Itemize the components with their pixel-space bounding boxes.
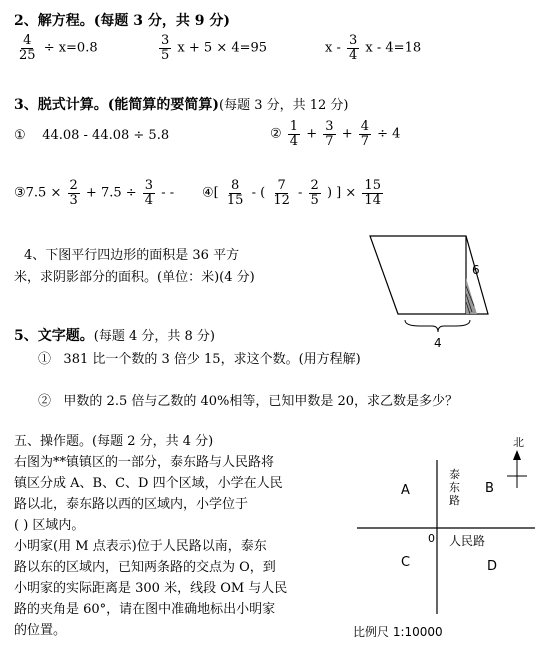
label-6: 6 [472,263,480,277]
section2-title: 2、解方程。(每题 3 分，共 9 分) [14,13,230,29]
equation-2: $\frac{3}{5}$ x + 5 × 4=95 [161,33,268,63]
calc-1: ① 44.08 - 44.08 ÷ 5.8 [14,128,170,143]
section4-line1: 4、下图平行四边形的面积是 36 平方 [24,248,240,263]
equation-1: $\frac{4}{25}$ ÷ x=0.8 [19,33,98,63]
section6-line-6: 小明家的实际距离是 300 米，线段 OM 与人民 [14,581,288,596]
section6-line-4: 小明家(用 M 点表示)位于人民路以南，泰东 [14,539,267,554]
section6-line-5: 路以东的区域内，已知两条路的交点为 O，到 [14,560,276,575]
section5-title: 5、文字题。(每题 4 分，共 8 分) [14,328,215,344]
road-h-label: 人民路 [449,534,486,548]
section6-line-2: 路以北，泰东路以西的区域内，小学位于 [14,497,249,512]
calc-4: ④[ $\frac{8}{15}$ - ( $\frac{7}{12}$ - $\frac{2}{5}$ ) ] × $\frac{15}{14}$ [202,178,381,208]
section6-line-0: 右图为**镇镇区的一部分，泰东路与人民路将 [14,455,275,470]
origin-label: 0 [428,532,435,545]
scale-label: 比例尺 1:10000 [353,625,443,639]
text-problem-1: ① 381 比一个数的 3 倍少 15，求这个数。(用方程解) [38,352,361,367]
text-problem-2: ② 甲数的 2.5 倍与乙数的 40%相等，已知甲数是 20，求乙数是多少？ [38,394,459,409]
road-v-3: 路 [449,494,460,507]
section6-line-3: ( ) 区域内。 [14,518,85,533]
section6-title: 五、操作题。(每题 2 分，共 4 分) [14,434,214,449]
shaded-triangle [466,278,477,314]
section6-line-8: 的位置。 [14,623,67,638]
calc-3: ③7.5 × $\frac{2}{3}$ + 7.5 ÷ $\frac{3}{4}$ - - [14,178,175,208]
section3-title: 3、脱式计算。(能简算的要简算)(每题 3 分，共 12 分) [14,97,349,113]
label-4: 4 [434,336,442,350]
section4-line2: 米，求阴影部分的面积。(单位：米)(4 分) [14,270,255,285]
district-map [345,432,535,648]
region-c: C [401,555,411,570]
region-a: A [401,483,410,498]
equation-3: x - $\frac{3}{4}$ x - 4=18 [325,33,422,63]
parallelogram-figure [360,228,500,353]
calc-2: ② $\frac{1}{4}$ + $\frac{3}{7}$ + $\frac{4}{7}$ ÷ 4 [270,119,401,149]
section6-line-7: 路的夹角是 60°，请在图中准确地标出小明家 [14,602,276,617]
road-v-2: 东 [449,481,460,494]
north-label: 北 [513,436,524,449]
region-b: B [485,481,494,496]
road-v-1: 泰 [449,468,460,481]
section6-line-1: 镇区分成 A、B、C、D 四个区域，小学在人民 [14,476,283,491]
region-d: D [487,559,498,574]
